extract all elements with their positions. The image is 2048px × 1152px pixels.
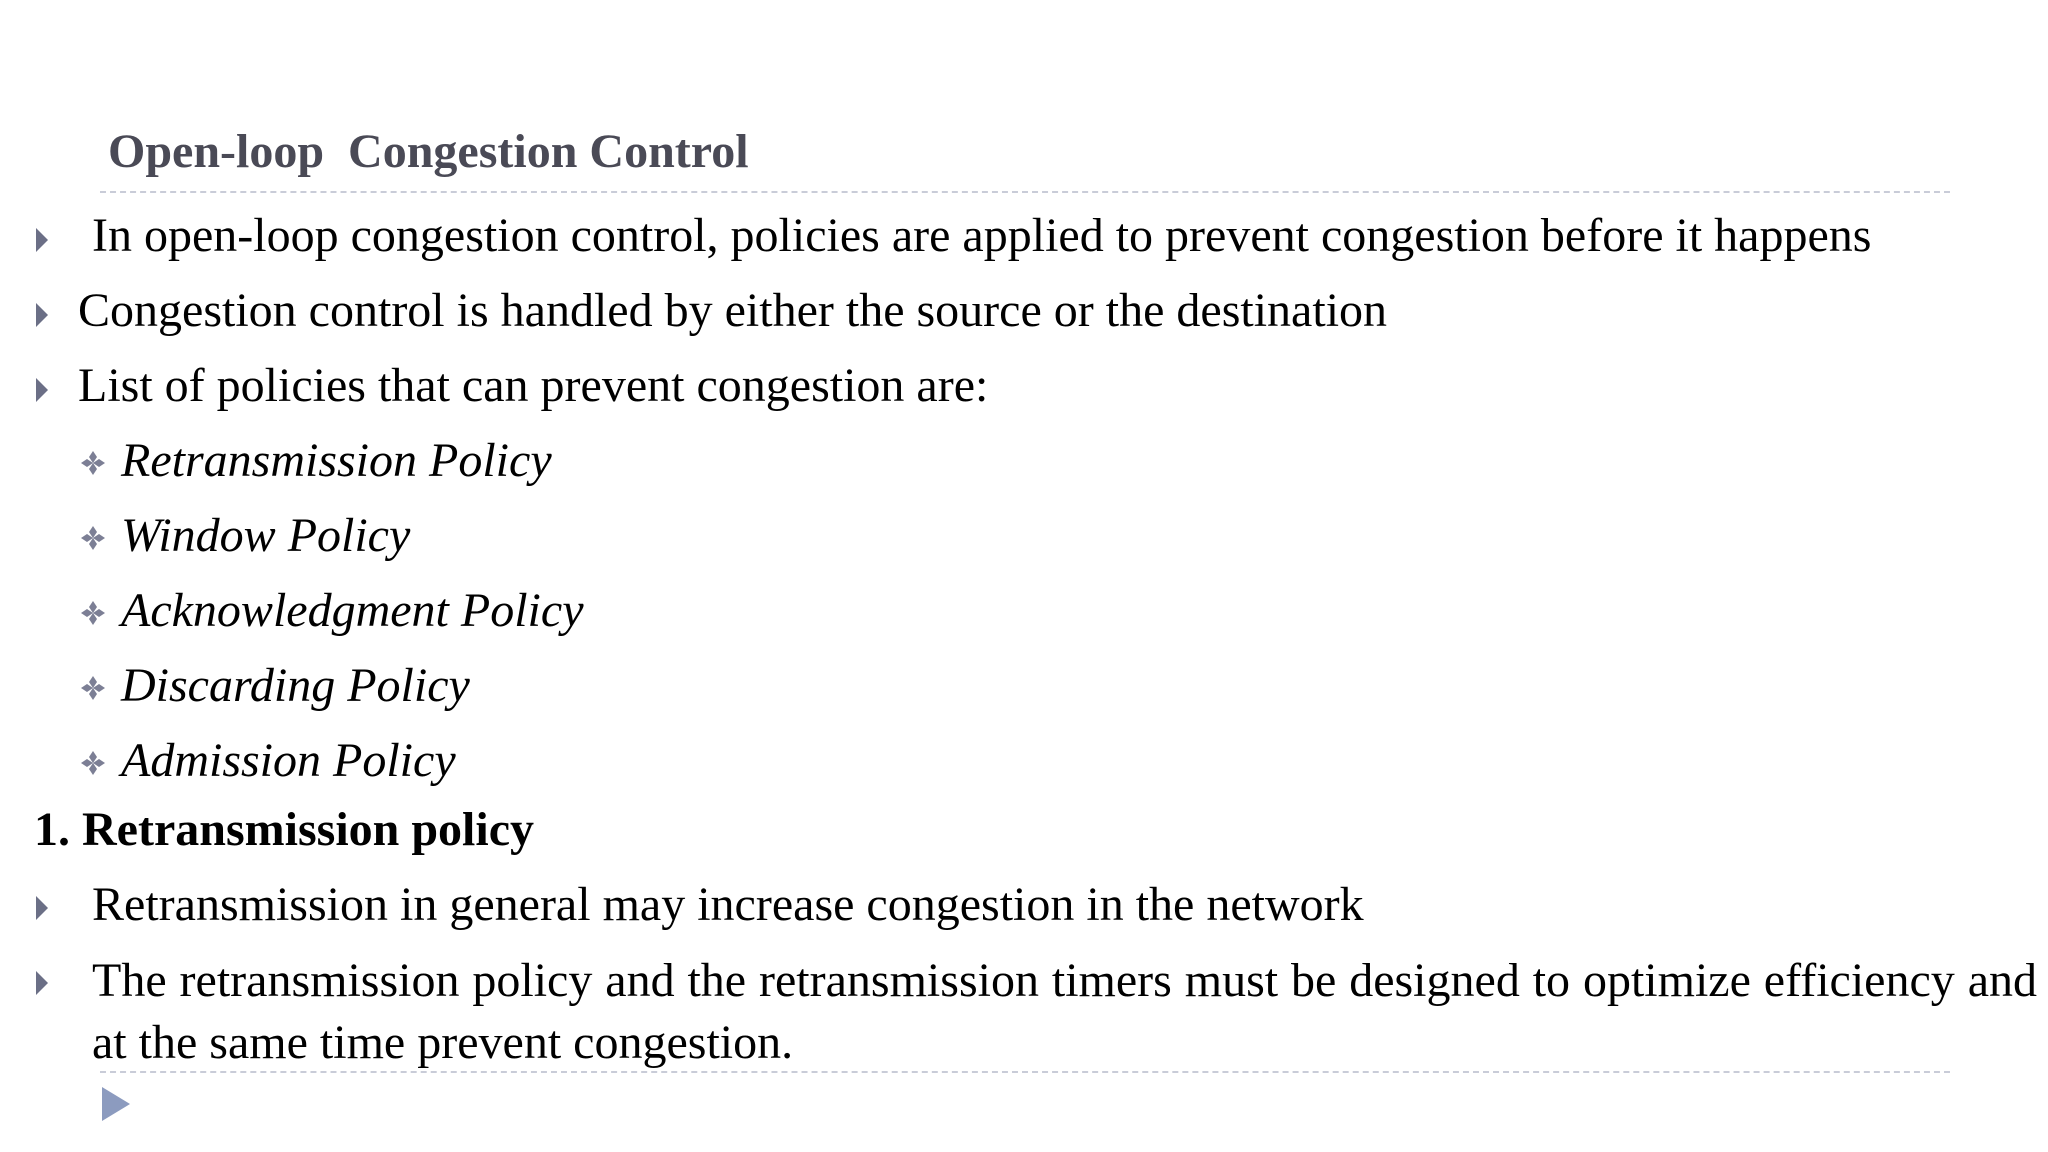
four-diamond-bullet-icon [78, 598, 108, 628]
triangle-bullet-icon [36, 378, 48, 402]
bullet-open-loop-definition: In open-loop congestion control, policies are applied to prevent congestion before it happens [92, 209, 1872, 262]
policy-item-acknowledgment: Acknowledgment Policy [121, 584, 584, 637]
triangle-bullet-icon [36, 896, 48, 920]
section-heading: 1. Retransmission policy [34, 803, 535, 856]
triangle-bullet-icon [36, 303, 48, 327]
bullet-source-destination: Congestion control is handled by either the source or the destination [78, 284, 1388, 337]
footer-divider [100, 1071, 1950, 1073]
bullet-retransmission-congestion: Retransmission in general may increase congestion in the network [92, 878, 1364, 931]
policy-item-admission: Admission Policy [121, 734, 456, 787]
policy-item-discarding: Discarding Policy [121, 659, 470, 712]
play-arrow-icon[interactable] [102, 1087, 130, 1121]
policy-item-retransmission: Retransmission Policy [121, 434, 552, 487]
triangle-bullet-icon [36, 228, 48, 252]
four-diamond-bullet-icon [78, 523, 108, 553]
four-diamond-bullet-icon [78, 448, 108, 478]
title-divider [100, 191, 1950, 193]
bullet-retransmission-design: The retransmission policy and the retransmission timers must be designed to optimize efficiency and at the same time prevent congestion. [92, 954, 2037, 1069]
slide-title: Open-loop Congestion Control [108, 125, 749, 178]
four-diamond-bullet-icon [78, 748, 108, 778]
bullet-policy-list-intro: List of policies that can prevent congestion are: [78, 359, 989, 412]
four-diamond-bullet-icon [78, 673, 108, 703]
policy-item-window: Window Policy [121, 509, 411, 562]
triangle-bullet-icon [36, 971, 48, 995]
